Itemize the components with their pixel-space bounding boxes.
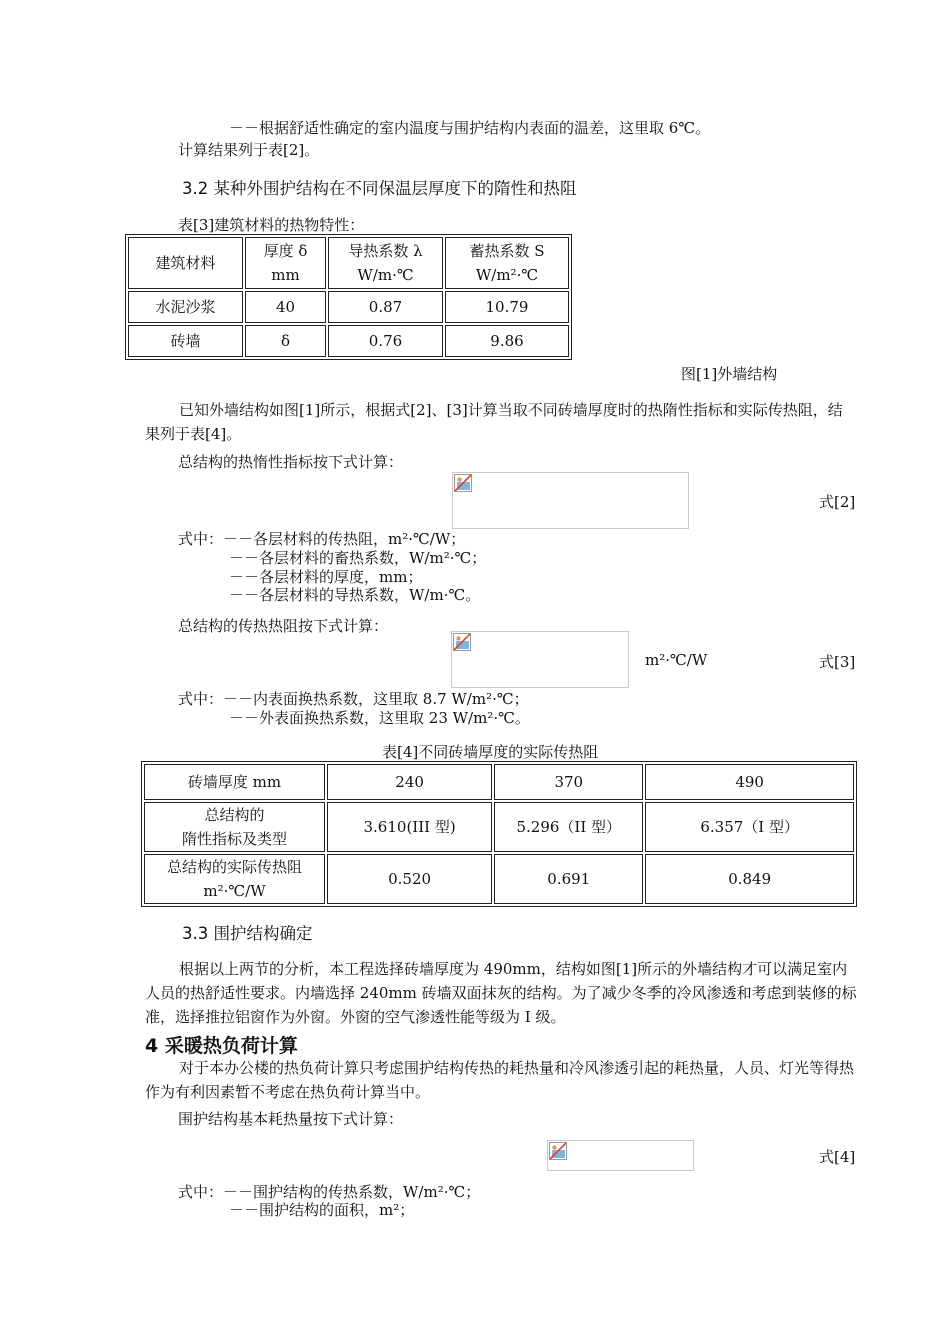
eq3-where-2: －－外表面换热系数，这里取 23 W/m²·℃。 (229, 709, 530, 727)
eq2-intro: 总结构的热惰性指标按下式计算： (178, 453, 404, 471)
equation-4-image (547, 1140, 694, 1171)
table4-row1-label-line1: 总结构的 (204, 806, 265, 824)
table3-cell: δ (245, 325, 326, 357)
equation-2-image (452, 472, 689, 529)
table3-cell: 砖墙 (128, 325, 243, 357)
table4-row1-label-line2: 隋性指标及类型 (182, 830, 288, 848)
eq2-where-1: 式中：－－各层材料的传热阻，m²·℃/W； (178, 530, 466, 548)
table4-header-cell: 砖墙厚度 mm (144, 764, 325, 800)
table-row (144, 854, 854, 904)
table4-header-cell: 240 (327, 764, 492, 800)
section-4-heading: 4 采暖热负荷计算 (145, 1035, 298, 1057)
eq3-unit: m²·℃/W (645, 651, 708, 669)
table4-row2-label-line1: 总结构的实际传热阻 (167, 858, 303, 876)
equation-3-image (451, 631, 629, 688)
eq4-label: 式[4] (819, 1148, 856, 1166)
table3-cell: 10.79 (445, 291, 569, 323)
paragraph-known-structure: 已知外墙结构如图[1]所示，根据式[2]、[3]计算当取不同砖墙厚度时的热隋性指标和实际传热阻，结果列于表[4]。 (145, 401, 843, 443)
eq3-label: 式[3] (819, 653, 856, 671)
table3-header-storage (445, 237, 569, 289)
broken-image-icon (454, 474, 472, 492)
table3-cell: 40 (245, 291, 326, 323)
table3-header-storage-name: 蓄热系数 S (469, 242, 545, 260)
table3 (125, 234, 572, 360)
table4-header-cell: 490 (645, 764, 854, 800)
table3-header-conductivity-name: 导热系数 λ (348, 242, 423, 260)
table3-header-thickness-name: 厚度 δ (263, 242, 308, 260)
table4-row2-label-line2: m²·℃/W (203, 882, 266, 900)
section-3-2-heading: 3.2 某种外围护结构在不同保温层厚度下的隋性和热阻 (182, 179, 577, 198)
eq3-where-1: 式中：－－内表面换热系数，这里取 8.7 W/m²·℃； (178, 690, 529, 708)
table4-caption: 表[4]不同砖墙厚度的实际传热阻 (382, 743, 599, 761)
table-row (128, 291, 569, 323)
figure-caption: 图[1]外墙结构 (681, 365, 778, 383)
table3-cell: 0.76 (328, 325, 443, 357)
table3-caption: 表[3]建筑材料的热物特性： (178, 216, 365, 234)
table4-cell: 0.520 (327, 854, 492, 904)
eq3-intro: 总结构的传热热阻按下式计算： (178, 617, 389, 635)
table4-row-label (144, 854, 325, 904)
table4-cell: 0.691 (494, 854, 643, 904)
table4-cell: 3.610(III 型) (327, 802, 492, 852)
table4-row-label (144, 802, 325, 852)
paragraph-heat-load: 对于本办公楼的热负荷计算只考虑围护结构传热的耗热量和冷风渗透引起的耗热量，人员、灯光等得热作为有利因素暂不考虑在热负荷计算当中。 (145, 1059, 855, 1101)
table3-header-thickness-unit: mm (271, 266, 300, 284)
broken-image-icon (549, 1142, 567, 1160)
eq4-where-1: 式中：－－围护结构的传热系数，W/m²·℃； (178, 1183, 481, 1201)
eq4-intro: 围护结构基本耗热量按下式计算： (178, 1110, 404, 1128)
section-3-3-heading: 3.3 围护结构确定 (182, 924, 313, 943)
eq2-label: 式[2] (819, 493, 856, 511)
table3-header-conductivity (328, 237, 443, 289)
table3-header-storage-unit: W/m²·℃ (475, 266, 539, 284)
table4-cell: 5.296（II 型） (494, 802, 643, 852)
table4 (141, 761, 857, 907)
table-row (128, 325, 569, 357)
broken-image-icon (453, 633, 471, 651)
intro-line-1: －－根据舒适性确定的室内温度与围护结构内表面的温差，这里取 6℃。 (229, 119, 711, 137)
eq2-where-3: －－各层材料的厚度，mm； (229, 568, 423, 586)
paragraph-structure-decision: 根据以上两节的分析，本工程选择砖墙厚度为 490mm，结构如图[1]所示的外墙结构才可以满足室内人员的热舒适性要求。内墙选择 240mm 砖墙双面抹灰的结构。为了减少冬季的冷风渗透和考虑到装修的标准，选择推拉铝窗作为外窗。外窗的空气渗透性能等级为 I 级。 (145, 960, 857, 1026)
eq2-where-2: －－各层材料的畜热系数，W/m²·℃； (229, 549, 487, 567)
eq4-where-2: －－围护结构的面积，m²； (229, 1201, 415, 1219)
eq2-where-4: －－各层材料的导热系数，W/m·℃。 (229, 586, 481, 604)
table3-cell: 9.86 (445, 325, 569, 357)
table4-header-row (144, 764, 854, 800)
table4-header-cell: 370 (494, 764, 643, 800)
table3-cell: 0.87 (328, 291, 443, 323)
table4-cell: 6.357（I 型） (645, 802, 854, 852)
table3-header-material: 建筑材料 (128, 237, 243, 289)
table-row (144, 802, 854, 852)
table3-header-thickness (245, 237, 326, 289)
table3-cell: 水泥沙浆 (128, 291, 243, 323)
table3-header-row (128, 237, 569, 289)
intro-line-2: 计算结果列于表[2]。 (178, 141, 320, 159)
table4-cell: 0.849 (645, 854, 854, 904)
table3-header-conductivity-unit: W/m·℃ (357, 266, 414, 284)
